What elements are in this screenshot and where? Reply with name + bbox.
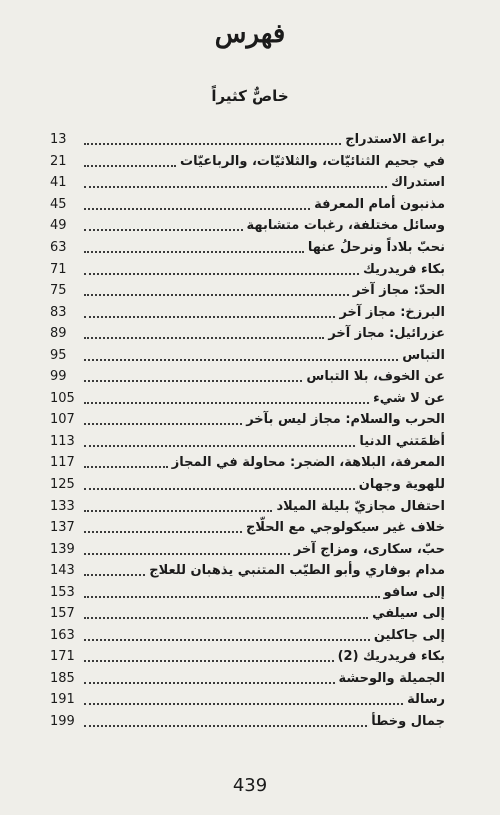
toc-entry-page: 139: [50, 541, 75, 557]
dot-leader: [84, 379, 302, 382]
toc-entry-page: 63: [50, 240, 67, 255]
toc-entry: [50, 301, 445, 323]
toc-entry-page: 107: [50, 412, 75, 428]
dot-leader: [84, 358, 398, 361]
dot-leader: [84, 207, 310, 210]
toc-entry: [50, 517, 445, 539]
dot-leader: [84, 552, 290, 555]
toc-entry: [50, 194, 445, 216]
toc-entry: [50, 646, 445, 668]
toc-entry: [50, 258, 445, 280]
dot-leader: [84, 250, 304, 253]
toc-entry-page: 133: [50, 498, 75, 514]
toc-entry-page: 171: [50, 649, 75, 665]
toc-entry-title: عن لا شيء: [373, 390, 445, 406]
toc-entry-title: رسالة: [407, 692, 445, 708]
toc-entry: [50, 172, 445, 194]
dot-leader: [84, 724, 367, 727]
dot-leader: [84, 595, 380, 598]
toc-entry-title: وسائل مختلفة، رغبات متشابهة: [246, 218, 445, 234]
dot-leader: [84, 142, 341, 145]
toc-entry: [50, 495, 445, 517]
dot-leader: [84, 487, 355, 490]
toc-entry: [50, 280, 445, 302]
toc-entry-page: 105: [50, 390, 75, 406]
toc-entry-title: بكاء فريدريك (2): [337, 649, 445, 665]
toc-entry-title: في جحيم الثنائيّات، والثلاثيّات، والرباعيّات: [180, 153, 445, 169]
dot-leader: [84, 228, 243, 231]
dot-leader: [84, 185, 387, 188]
dot-leader: [84, 638, 370, 641]
toc-entry-title: التباس: [402, 347, 445, 363]
toc-entry-page: 199: [50, 714, 75, 730]
toc-entry-title: الحدّ: مجاز آخر: [352, 283, 445, 299]
toc-entry-page: 153: [50, 584, 75, 600]
toc-entry-page: 185: [50, 670, 75, 686]
dot-leader: [84, 465, 168, 468]
toc-entry-title: البرزخ: مجاز آخر: [339, 304, 445, 320]
toc-entry: [50, 560, 445, 582]
toc-entry-title: احتفال مجازيّ بليلة الميلاد: [276, 498, 445, 514]
dot-leader: [84, 272, 359, 275]
dot-leader: [84, 164, 176, 167]
toc-entry-title: المعرفة، البلاهة، الضجر: محاولة في المجاز: [171, 455, 445, 471]
toc-entry-page: 157: [50, 606, 75, 622]
toc-entry: [50, 452, 445, 474]
dot-leader: [84, 681, 335, 684]
toc-entry: [50, 344, 445, 366]
toc-entry-page: 21: [50, 153, 67, 169]
toc-entry-title: عن الخوف، بلا التباس: [306, 369, 445, 385]
dot-leader: [84, 336, 324, 339]
toc-entry: [50, 689, 445, 711]
toc-entry-page: 45: [50, 196, 67, 212]
toc-entry-page: 13: [50, 132, 67, 148]
toc-entry: [50, 711, 445, 733]
toc-entry-title: مدام بوفاري وأبو الطيّب المتنبي يذهبان للعلاج: [149, 563, 445, 579]
toc-entry-title: إلى سيلفي: [372, 606, 445, 622]
toc-entry-page: 83: [50, 304, 67, 320]
toc-entry: [50, 129, 445, 151]
toc-entry: [50, 581, 445, 603]
toc-entry: [50, 625, 445, 647]
toc-entry: [50, 366, 445, 388]
toc-entry: [50, 215, 445, 237]
dot-leader: [84, 315, 335, 318]
toc-entry: [50, 151, 445, 173]
dot-leader: [84, 530, 242, 533]
toc-entry-title: حبّ، سكارى، ومزاج آخر: [293, 541, 445, 557]
dot-leader: [84, 573, 145, 576]
toc-entry-title: مذنبون أمام المعرفة: [314, 196, 445, 212]
dot-leader: [84, 422, 242, 425]
toc-entry-page: 89: [50, 326, 67, 342]
toc-entry-page: 49: [50, 218, 67, 234]
toc-entry-page: 99: [50, 369, 67, 385]
toc-entry-page: 143: [50, 563, 75, 579]
toc-entry: [50, 388, 445, 410]
toc-entry-page: 95: [50, 347, 67, 363]
toc-entry: [50, 409, 445, 431]
toc-entry-page: 125: [50, 477, 75, 493]
toc-entry: [50, 474, 445, 496]
toc-entry: [50, 237, 445, 259]
toc-entry-title: بكاء فريدريك: [363, 261, 445, 277]
toc-entry: [50, 538, 445, 560]
toc-entry: [50, 603, 445, 625]
dot-leader: [84, 401, 369, 404]
toc-entry-title: إلى سافو: [383, 584, 445, 600]
toc-entry-title: الجميلة والوحشة: [338, 670, 445, 686]
toc-entry: [50, 431, 445, 453]
page-number: 439: [232, 775, 268, 796]
toc-entry-page: 117: [50, 455, 75, 471]
toc-entry-title: نحبّ بلاداً ونرحلُ عنها: [307, 240, 445, 255]
toc-entry-title: عزرائيل: مجاز آخر: [328, 326, 445, 342]
toc-entry-page: 191: [50, 692, 75, 708]
dot-leader: [84, 659, 334, 662]
toc-entry-title: الحرب والسلام: مجاز ليس بآخر: [246, 412, 445, 428]
toc-entry-title: براعة الاستدراج: [345, 132, 445, 148]
dot-leader: [84, 702, 403, 705]
section-title: خاصٌّ كثيراً: [211, 87, 289, 105]
toc-entry-title: استدراك: [391, 175, 445, 191]
toc-entry: [50, 323, 445, 345]
dot-leader: [84, 293, 349, 296]
page-title: فهرس: [214, 19, 286, 49]
dot-leader: [84, 509, 272, 512]
toc-entry-title: جمال وخطأ: [371, 714, 445, 730]
toc-entry-page: 75: [50, 283, 67, 299]
toc-entry-title: أظمَتني الدنيا: [359, 433, 445, 449]
toc-entry-page: 113: [50, 433, 75, 449]
table-of-contents: [50, 129, 445, 732]
toc-entry-title: خلاف غير سيكولوجي مع الحلّاج: [246, 520, 445, 536]
toc-entry-title: للهوية وجهان: [358, 477, 445, 493]
dot-leader: [84, 444, 355, 447]
toc-entry-page: 137: [50, 520, 75, 536]
toc-entry: [50, 668, 445, 690]
toc-entry-page: 163: [50, 627, 75, 643]
toc-entry-page: 41: [50, 175, 67, 191]
toc-entry-title: إلى جاكلين: [373, 627, 445, 643]
toc-entry-page: 71: [50, 261, 67, 277]
dot-leader: [84, 616, 368, 619]
